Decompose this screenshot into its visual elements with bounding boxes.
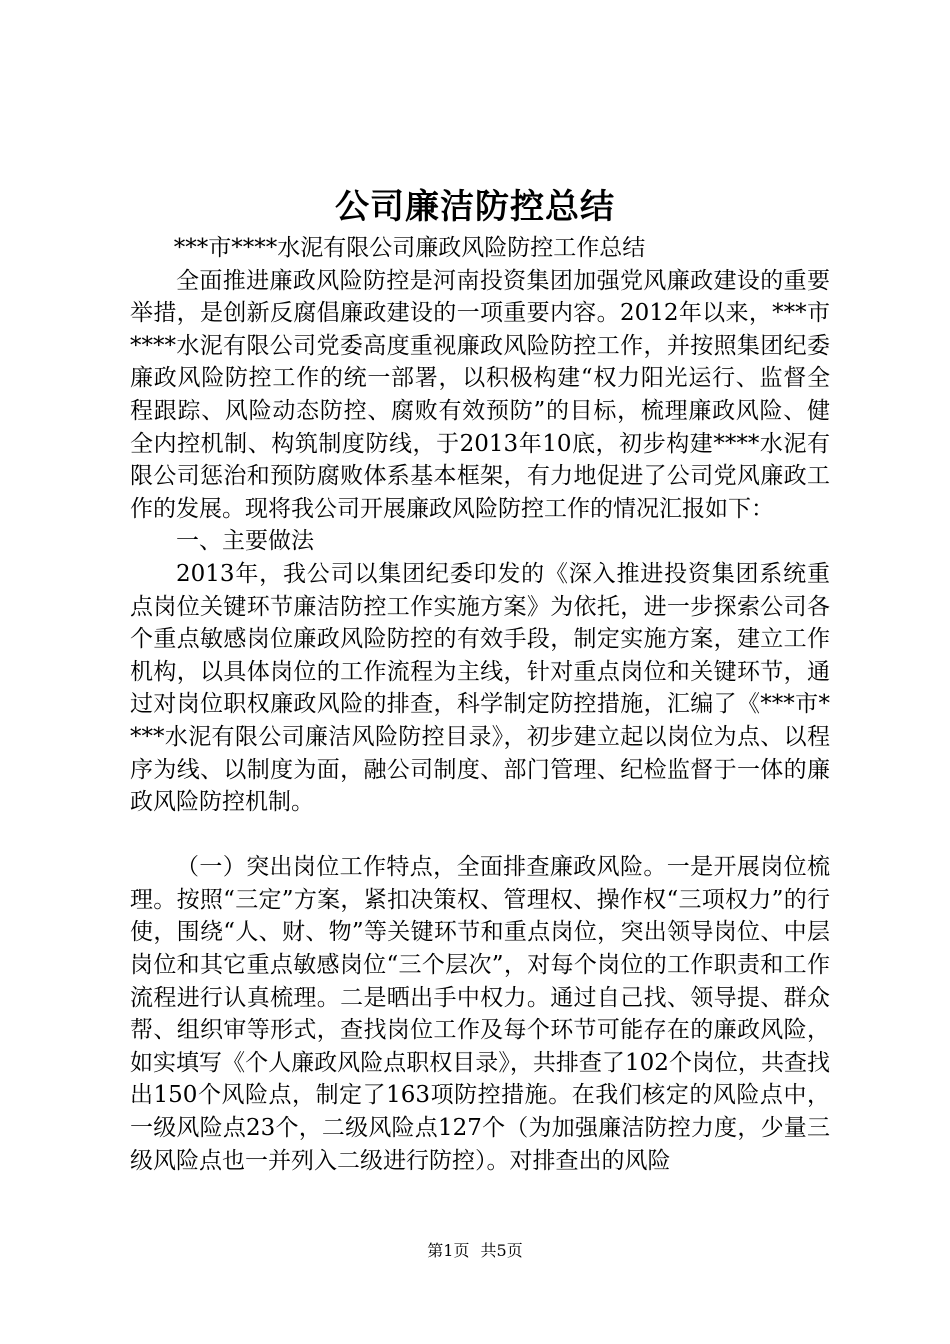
page-total: 共5页	[480, 1241, 523, 1260]
paragraph-2013-work: 2013年，我公司以集团纪委印发的《深入推进投资集团系统重点岗位关键环节廉洁防控工作实施方案》为依托，进一步探索公司各个重点敏感岗位廉政风险防控的有效手段，制定实施方案，建立工作机构，以具体岗位的工作流程为主线，针对重点岗位和关键环节，通过对岗位职权廉政风险的排查，科学制定防控措施，汇编了《***市****水泥有限公司廉洁风险防控目录》，初步建立起以岗位为点、以程序为线、以制度为面，融公司制度、部门管理、纪检监督于一体的廉政风险防控机制。	[130, 560, 830, 816]
document-body	[130, 232, 830, 1177]
paragraph-spacer	[130, 819, 830, 852]
page-footer	[0, 1240, 950, 1262]
paragraph-intro: 全面推进廉政风险防控是河南投资集团加强党风廉政建设的重要举措，是创新反腐倡廉政建设的一项重要内容。2012年以来，***市****水泥有限公司党委高度重视廉政风险防控工作，并按照集团纪委廉政风险防控工作的统一部署，以积极构建“权力阳光运行、监督全程跟踪、风险动态防控、腐败有效预防”的目标，梳理廉政风险、健全内控机制、构筑制度防线，于2013年10底，初步构建****水泥有限公司惩治和预防腐败体系基本框架，有力地促进了公司党风廉政工作的发展。现将我公司开展廉政风险防控工作的情况汇报如下：	[130, 267, 830, 522]
report-subtitle: ***市****水泥有限公司廉政风险防控工作总结	[173, 235, 646, 261]
document-title: 公司廉洁防控总结	[335, 187, 615, 227]
section-heading-main-practices: 一、主要做法	[176, 528, 314, 555]
paragraph-risk-screening: （一）突出岗位工作特点，全面排查廉政风险。一是开展岗位梳理。按照“三定”方案，紧扣决策权、管理权、操作权“三项权力”的行使，围绕“人、财、物”等关键环节和重点岗位，突出领导岗位、中层岗位和其它重点敏感岗位“三个层次”，对每个岗位的工作职责和工作流程进行认真梳理。二是晒出手中权力。通过自己找、领导提、群众帮、组织审等形式，查找岗位工作及每个环节可能存在的廉政风险，如实填写《个人廉政风险点职权目录》，共排查了102个岗位，共查找出150个风险点，制定了163项防控措施。在我们核定的风险点中，一级风险点23个，二级风险点127个（为加强廉洁防控力度，少量三级风险点也一并列入二级进行防控）。对排查出的风险	[130, 854, 830, 1174]
page-number: 第1页	[427, 1241, 470, 1260]
